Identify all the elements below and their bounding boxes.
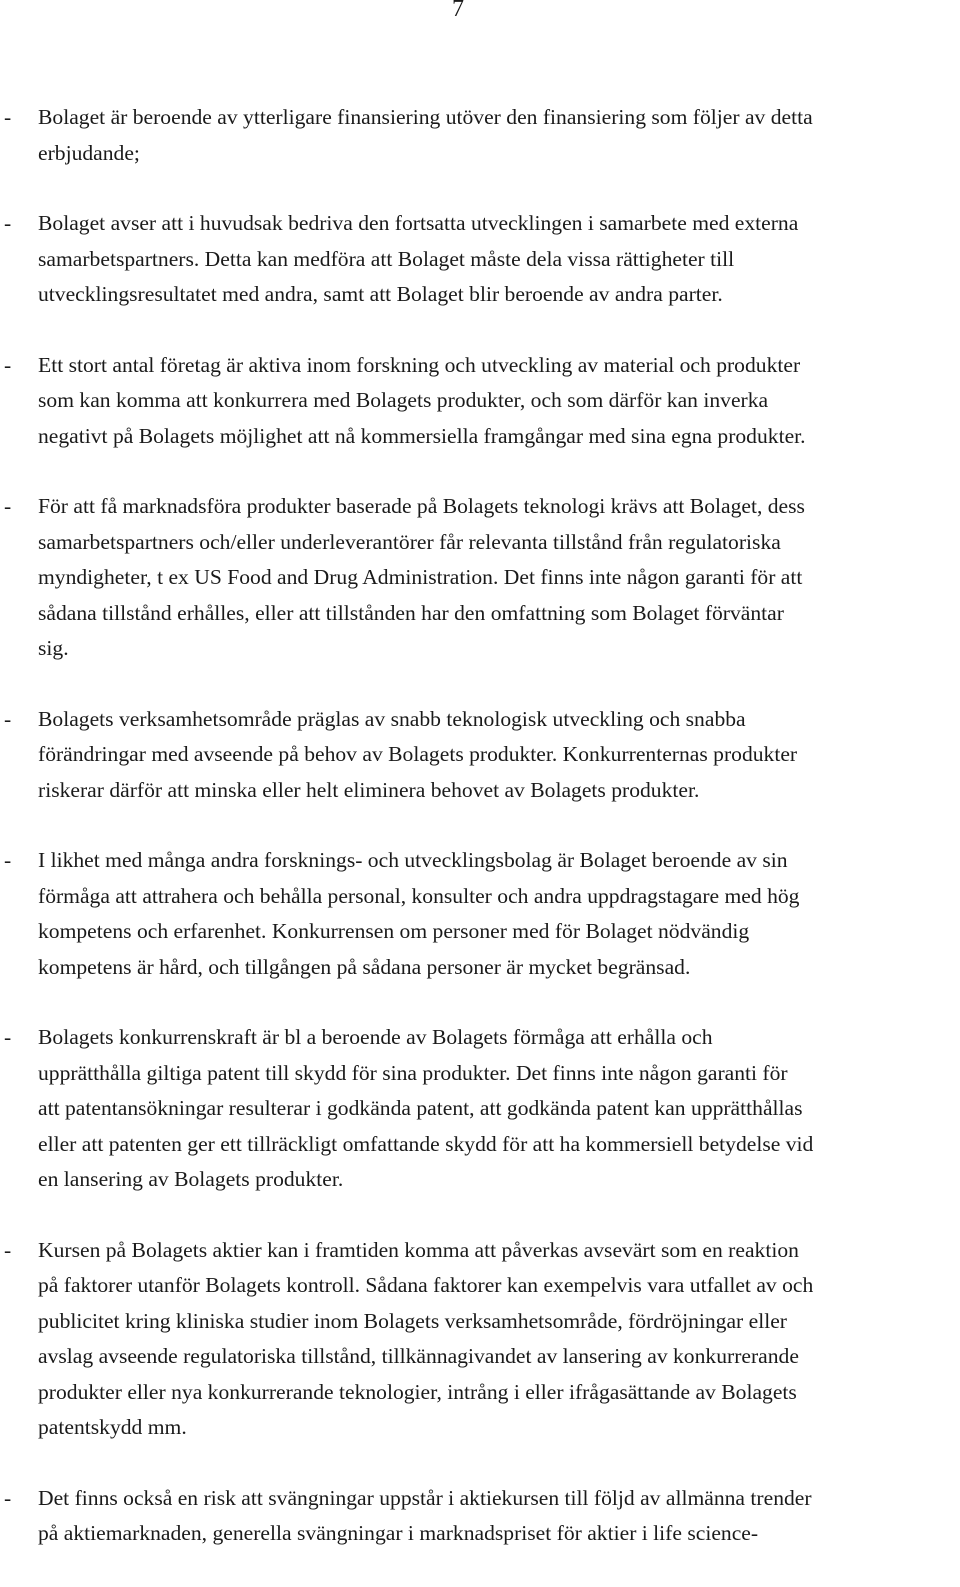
risk-item-competition: [0, 348, 960, 455]
text-line: erbjudande;: [38, 140, 140, 165]
risk-item-personnel: [0, 843, 960, 985]
text-line: kompetens och erfarenhet. Konkurrensen om personer med för Bolaget nödvändig: [38, 919, 750, 943]
text-line: Det finns också en risk att svängningar uppstår i aktiekursen till följd av allmänna trender: [38, 1485, 812, 1510]
text-line: publicitet kring kliniska studier inom Bolagets verksamhetsområde, fördröjningar eller: [38, 1308, 788, 1333]
text-line: kompetens är hård, och tillgången på sådana personer är mycket begränsad.: [38, 954, 691, 979]
text-line: produkter eller nya konkurrerande teknologier, intrång i eller ifrågasättande av Bolagets: [38, 1379, 797, 1404]
list-bullet: -: [4, 352, 12, 377]
text-line: avslag avseende regulatoriska tillstånd, tillkännagivandet av lansering av konkurrerande: [38, 1344, 799, 1368]
list-bullet: -: [4, 494, 12, 518]
text-line: Bolaget är beroende av ytterligare finansiering utöver den finansiering som följer av detta: [38, 105, 813, 129]
text-line: eller att patenten ger ett tillräckligt omfattande skydd för att ha kommersiell betydelse vid: [38, 1131, 814, 1156]
text-line: sig.: [38, 636, 69, 660]
text-line: Bolagets verksamhetsområde präglas av snabb teknologisk utveckling och snabba: [38, 706, 746, 731]
text-line: Kursen på Bolagets aktier kan i framtiden komma att påverkas avsevärt som en reaktion: [38, 1237, 799, 1262]
risk-factor-list: [0, 100, 960, 1587]
risk-item-patents: [0, 1020, 960, 1198]
text-line: Bolaget avser att i huvudsak bedriva den fortsatta utvecklingen i samarbete med externa: [38, 211, 799, 235]
text-line: förändringar med avseende på behov av Bolagets produkter. Konkurrenternas produkter: [38, 742, 798, 766]
list-bullet: -: [4, 211, 12, 235]
text-line: att patentansökningar resulterar i godkända patent, att godkända patent kan upprätthållas: [38, 1096, 803, 1120]
risk-item-share-price: [0, 1233, 960, 1446]
risk-item-market-fluctuations: [0, 1481, 960, 1552]
risk-item-financing: [0, 100, 960, 171]
text-line: I likhet med många andra forsknings- och utvecklingsbolag är Bolaget beroende av sin: [38, 848, 788, 872]
text-line: förmåga att attrahera och behålla personal, konsulter och andra uppdragstagare med hög: [38, 883, 800, 908]
text-line: samarbetspartners och/eller underleverantörer får relevanta tillstånd från regulatoriska: [38, 529, 781, 554]
list-bullet: -: [4, 1025, 12, 1049]
page-number: 7: [452, 0, 464, 22]
text-line: en lansering av Bolagets produkter.: [38, 1167, 344, 1191]
text-line: patentskydd mm.: [38, 1415, 187, 1439]
text-line: negativt på Bolagets möjlighet att nå kommersiella framgångar med sina egna produkter.: [38, 423, 806, 448]
text-line: Ett stort antal företag är aktiva inom forskning och utveckling av material och produkter: [38, 352, 801, 377]
text-line: För att få marknadsföra produkter baserade på Bolagets teknologi krävs att Bolaget, dess: [38, 494, 805, 518]
text-line: myndigheter, t ex US Food and Drug Administration. Det finns inte någon garanti för att: [38, 565, 803, 589]
text-line: utvecklingsresultatet med andra, samt att Bolaget blir beroende av andra parter.: [38, 282, 723, 306]
text-line: på aktiemarknaden, generella svängningar i marknadspriset för aktier i life science-: [38, 1521, 759, 1545]
list-bullet: -: [4, 848, 12, 872]
text-line: riskerar därför att minska eller helt eliminera behovet av Bolagets produkter.: [38, 777, 700, 802]
text-line: sådana tillstånd erhålles, eller att tillstånden har den omfattning som Bolaget förväntar: [38, 600, 784, 625]
list-bullet: -: [4, 1237, 12, 1262]
text-line: samarbetspartners. Detta kan medföra att Bolaget måste dela vissa rättigheter till: [38, 246, 735, 271]
risk-item-technology-change: [0, 702, 960, 809]
risk-item-regulatory: [0, 489, 960, 667]
list-bullet: -: [4, 706, 12, 731]
list-bullet: -: [4, 1485, 12, 1510]
risk-item-partners: [0, 206, 960, 313]
text-line: på faktorer utanför Bolagets kontroll. Sådana faktorer kan exempelvis vara utfallet av och: [38, 1273, 814, 1297]
text-line: upprätthålla giltiga patent till skydd för sina produkter. Det finns inte någon garanti för: [38, 1060, 788, 1085]
list-bullet: -: [4, 105, 12, 129]
text-line: som kan komma att konkurrera med Bolagets produkter, och som därför kan inverka: [38, 388, 769, 412]
text-line: Bolagets konkurrenskraft är bl a beroende av Bolagets förmåga att erhålla och: [38, 1025, 713, 1049]
